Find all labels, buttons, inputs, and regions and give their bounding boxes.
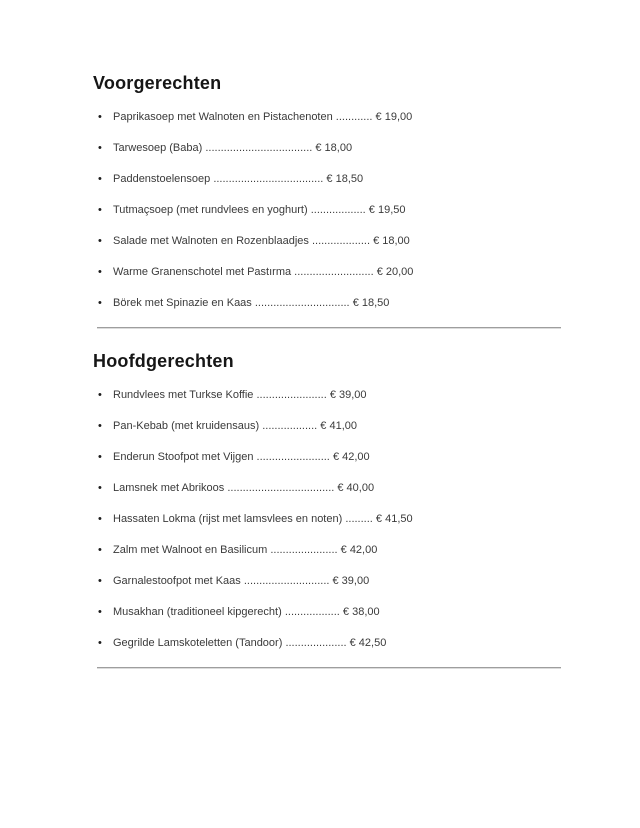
dot-leader: ............................... bbox=[254, 297, 350, 309]
dish-price: € 18,50 bbox=[326, 173, 364, 185]
dish-name: Tutmaçsoep (met rundvlees en yoghurt) bbox=[113, 204, 308, 216]
dot-leader: ............................ bbox=[243, 575, 330, 587]
bullet-icon: • bbox=[98, 204, 102, 216]
dot-leader: ................................... bbox=[227, 482, 335, 494]
dot-leader: ................... bbox=[311, 235, 371, 247]
dish-name: Paddenstoelensoep bbox=[113, 173, 211, 185]
bullet-icon: • bbox=[98, 544, 102, 556]
dot-leader: ...................... bbox=[270, 544, 338, 556]
dish-name: Hassaten Lokma (rijst met lamsvlees en noten) bbox=[113, 513, 343, 525]
dish-name: Garnalestoofpot met Kaas bbox=[113, 575, 241, 587]
dish-name: Pan-Kebab (met kruidensaus) bbox=[113, 420, 260, 432]
bullet-icon: • bbox=[98, 389, 102, 401]
dot-leader: .................. bbox=[262, 420, 318, 432]
bullet-icon: • bbox=[98, 637, 102, 649]
dish-price: € 39,00 bbox=[329, 389, 367, 401]
menu-item bbox=[93, 172, 600, 186]
dot-leader: ............ bbox=[335, 111, 373, 123]
bullet-icon: • bbox=[98, 606, 102, 618]
menu-list-hoofdgerechten bbox=[93, 388, 600, 650]
dish-name: Musakhan (traditioneel kipgerecht) bbox=[113, 606, 282, 618]
dish-name: Rundvlees met Turkse Koffie bbox=[113, 389, 254, 401]
dish-name: Lamsnek met Abrikoos bbox=[113, 482, 225, 494]
dish-name: Paprikasoep met Walnoten en Pistachenoten bbox=[113, 111, 333, 123]
dish-name: Salade met Walnoten en Rozenblaadjes bbox=[113, 235, 309, 247]
menu-item bbox=[93, 450, 600, 464]
section-gap bbox=[93, 328, 600, 350]
dish-name: Gegrilde Lamskoteletten (Tandoor) bbox=[113, 637, 283, 649]
menu-item bbox=[93, 419, 600, 433]
dish-price: € 20,00 bbox=[376, 266, 414, 278]
section-title-hoofdgerechten: Hoofdgerechten bbox=[93, 351, 234, 371]
bullet-icon: • bbox=[98, 142, 102, 154]
dish-name: Warme Granenschotel met Pastırma bbox=[113, 266, 292, 278]
dish-price: € 18,00 bbox=[373, 235, 410, 247]
dish-name: Zalm met Walnoot en Basilicum bbox=[113, 544, 268, 556]
dish-name: Börek met Spinazie en Kaas bbox=[113, 297, 252, 309]
menu-item bbox=[93, 296, 600, 310]
bullet-icon: • bbox=[98, 297, 102, 309]
dot-leader: ......... bbox=[345, 513, 373, 525]
bullet-icon: • bbox=[98, 482, 102, 494]
dot-leader: .................. bbox=[284, 606, 340, 618]
menu-item bbox=[93, 481, 600, 495]
dot-leader: .................... bbox=[285, 637, 347, 649]
bullet-icon: • bbox=[98, 513, 102, 525]
bullet-icon: • bbox=[98, 111, 102, 123]
menu-item bbox=[93, 574, 600, 588]
dish-price: € 18,50 bbox=[352, 297, 390, 309]
menu-item bbox=[93, 543, 600, 557]
dish-name: Tarwesoep (Baba) bbox=[113, 142, 203, 154]
dot-leader: .................. bbox=[310, 204, 366, 216]
dot-leader: .................................... bbox=[213, 173, 324, 185]
dish-price: € 39,00 bbox=[332, 575, 370, 587]
section-title-voorgerechten: Voorgerechten bbox=[93, 73, 222, 93]
dish-price: € 42,00 bbox=[332, 451, 370, 463]
menu-item bbox=[93, 388, 600, 402]
dish-price: € 42,00 bbox=[340, 544, 378, 556]
bullet-icon: • bbox=[98, 266, 102, 278]
dish-price: € 19,50 bbox=[368, 204, 406, 216]
menu-item bbox=[93, 141, 600, 155]
bullet-icon: • bbox=[98, 235, 102, 247]
dish-price: € 18,00 bbox=[315, 142, 353, 154]
dot-leader: ................................... bbox=[205, 142, 313, 154]
bullet-icon: • bbox=[98, 173, 102, 185]
dish-price: € 42,50 bbox=[349, 637, 387, 649]
menu-item bbox=[93, 234, 600, 248]
dot-leader: ....................... bbox=[256, 389, 327, 401]
dish-price: € 38,00 bbox=[342, 606, 380, 618]
menu-item bbox=[93, 512, 600, 526]
bullet-icon: • bbox=[98, 451, 102, 463]
menu-item bbox=[93, 605, 600, 619]
menu-item bbox=[93, 203, 600, 217]
dish-price: € 19,00 bbox=[375, 111, 413, 123]
bullet-icon: • bbox=[98, 575, 102, 587]
dish-name: Enderun Stoofpot met Vijgen bbox=[113, 451, 254, 463]
dish-price: € 41,00 bbox=[320, 420, 357, 432]
menu-item bbox=[93, 265, 600, 279]
dish-price: € 40,00 bbox=[337, 482, 375, 494]
dish-price: € 41,50 bbox=[375, 513, 413, 525]
section-divider bbox=[97, 667, 561, 668]
dot-leader: .......................... bbox=[294, 266, 374, 278]
menu-item bbox=[93, 636, 600, 650]
menu-item bbox=[93, 110, 600, 124]
bullet-icon: • bbox=[98, 420, 102, 432]
menu-list-voorgerechten bbox=[93, 110, 600, 310]
dot-leader: ........................ bbox=[256, 451, 330, 463]
